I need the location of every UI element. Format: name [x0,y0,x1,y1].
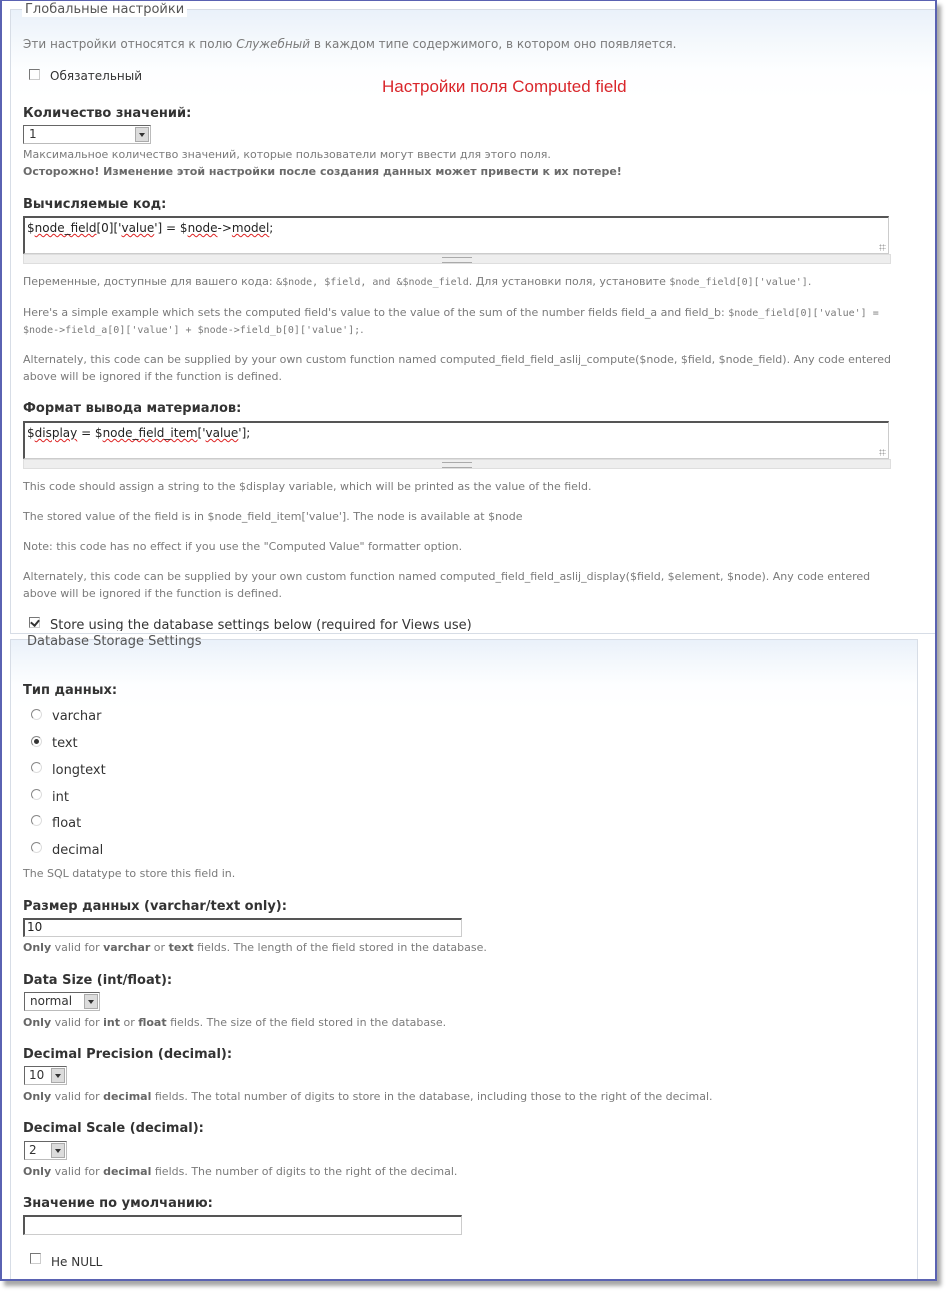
global-settings-legend: Глобальные настройки [22,3,187,17]
not-null-label: Не NULL [51,1255,103,1269]
radio-int[interactable] [31,789,42,800]
data-size-select[interactable]: normal [24,992,100,1011]
data-size-label: Data Size (int/float): [23,973,173,988]
radio-text[interactable] [31,736,42,747]
radio-decimal-label: decimal [52,843,104,858]
decimal-scale-select[interactable]: 2 [24,1141,67,1160]
decimal-scale-description: Only valid for decimal fields. The number of digits to the right of the decimal. [23,1165,458,1178]
display-format-alternate-line1: Alternately, this code can be supplied by your own custom function named computed_field_field_aslij_display($field, $element, $node). Any code entered [23,570,871,583]
display-format-textarea[interactable]: $display = $node_field_item['value']; [23,421,889,459]
multiple-values-select[interactable]: 1 [23,125,151,144]
annotation-title: Настройки поля Computed field [382,77,627,96]
store-checkbox[interactable] [29,617,40,628]
default-value-label: Значение по умолчанию: [23,1196,213,1211]
computed-code-alternate-line2: above will be ignored if the function is defined. [23,370,282,383]
radio-text-label: text [52,736,78,751]
radio-decimal[interactable] [31,842,42,853]
radio-longtext-label: longtext [52,763,106,778]
computed-code-example-line2: $node->field_a[0]['value'] + $node->field_b[0]['value'];. [23,323,364,336]
computed-code-label: Вычисляемые код: [23,197,167,212]
computed-code-example-line1: Here's a simple example which sets the computed field's value to the value of the sum of the number fields field_a and field_b: $node_field[0]['value'] = [23,306,879,319]
required-label: Обязательный [50,69,143,83]
data-length-input[interactable]: 10 [23,918,462,937]
data-type-description: The SQL datatype to store this field in. [23,867,236,880]
multiple-values-warning: Осторожно! Изменение этой настройки после создания данных может привести к их потере! [23,165,622,178]
chevron-down-icon [51,1068,65,1083]
decimal-precision-description: Only valid for decimal fields. The total number of digits to store in the database, including those to the right of the decimal. [23,1090,713,1103]
required-checkbox[interactable] [29,69,40,80]
radio-float-label: float [52,816,82,831]
radio-longtext[interactable] [31,762,42,773]
data-size-description: Only valid for int or float fields. The size of the field stored in the database. [23,1016,447,1029]
display-format-desc2: The stored value of the field is in $node_field_item['value']. The node is available at $node [23,510,523,523]
display-format-desc1: This code should assign a string to the $display variable, which will be printed as the value of the field. [23,480,592,493]
db-settings-legend: Database Storage Settings [27,634,202,649]
display-format-desc3: Note: this code has no effect if you use the "Computed Value" formatter option. [23,540,463,553]
radio-int-label: int [52,790,69,805]
computed-code-textarea[interactable]: $node_field[0]['value'] = $node->model; [23,216,889,254]
display-format-alternate-line2: above will be ignored if the function is defined. [23,587,282,600]
field-name: Служебный [236,37,311,51]
radio-float[interactable] [31,815,42,826]
display-format-resize-handle[interactable] [23,459,891,469]
chevron-down-icon [135,127,149,142]
data-type-label: Тип данных: [23,683,118,698]
data-length-description: Only valid for varchar or text fields. The length of the field stored in the database. [23,941,487,954]
decimal-scale-label: Decimal Scale (decimal): [23,1121,204,1136]
computed-code-alternate-line1: Alternately, this code can be supplied by your own custom function named computed_field_field_aslij_compute($node, $field, $node_field). Any code entered [23,353,891,366]
radio-varchar[interactable] [31,709,42,720]
resize-grip-icon[interactable] [879,449,886,456]
default-value-input[interactable] [23,1215,462,1235]
resize-grip-icon[interactable] [879,244,886,251]
data-length-label: Размер данных (varchar/text only): [23,899,287,914]
grip-icon [442,257,472,263]
display-format-label: Формат вывода материалов: [23,401,242,416]
computed-code-resize-handle[interactable] [23,254,891,264]
chevron-down-icon [51,1143,65,1158]
radio-varchar-label: varchar [52,709,102,724]
multiple-values-description: Максимальное количество значений, которые пользователи могут ввести для этого поля. [23,148,551,161]
decimal-precision-select[interactable]: 10 [24,1066,67,1085]
chevron-down-icon [84,994,98,1009]
computed-code-variables: Переменные, доступные для вашего кода: &$node, $field, and &$node_field. Для установки поля, установите $node_field[0]['value']. [23,275,812,288]
store-label: Store using the database settings below (required for Views use) [50,618,472,631]
db-settings-fieldset [10,639,918,1279]
multiple-values-label: Количество значений: [23,106,192,121]
grip-icon [442,462,472,468]
global-settings-intro: Эти настройки относятся к полю Служебный в каждом типе содержимого, в котором оно появляется. [23,37,677,51]
not-null-checkbox[interactable] [30,1253,41,1264]
decimal-precision-label: Decimal Precision (decimal): [23,1047,233,1062]
